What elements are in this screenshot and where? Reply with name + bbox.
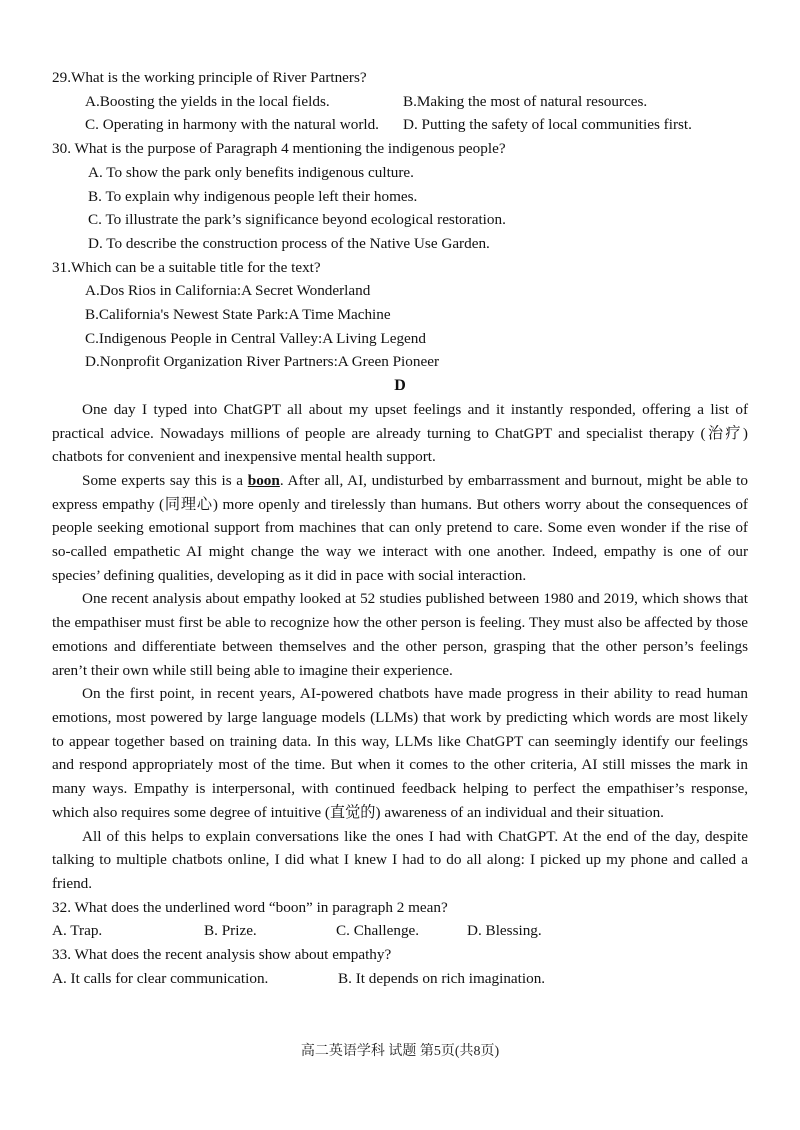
option-c: C. Challenge. — [336, 922, 420, 940]
option-a: A.Dos Rios in California:A Secret Wonderland — [85, 282, 371, 300]
option-a: A. It calls for clear communication. — [52, 969, 269, 987]
question-31: 31.Which can be a suitable title for the text? — [52, 258, 321, 276]
option-b: B.Making the most of natural resources. — [403, 92, 648, 110]
passage-paragraph-1: One day I typed into ChatGPT all about my upset feelings and it instantly responded, offering a list of practical advice. Nowadays millions of people are already turning to ChatGPT and specialist therapy (治疗) chatbots for convenient and inexpensive mental health support. — [52, 400, 748, 466]
option-c: C. Operating in harmony with the natural world. — [85, 116, 379, 134]
passage-paragraph-5: All of this helps to explain conversations like the ones I had with ChatGPT. At the end of the day, despite talking to multiple chatbots online, I did what I knew I had to do all along: I picked up my phone and called a friend. — [52, 827, 748, 892]
option-d: D.Nonprofit Organization River Partners:A Green Pioneer — [85, 353, 440, 371]
question-29: 29.What is the working principle of River Partners? — [52, 69, 367, 86]
question-29-options-row1 — [52, 90, 748, 114]
section-heading: D — [394, 377, 406, 395]
paragraph-text: Some experts say this is a — [82, 471, 248, 489]
option-d: D. Putting the safety of local communities first. — [403, 116, 692, 134]
option-b: B. Prize. — [204, 922, 257, 940]
option-a: A. Trap. — [52, 922, 103, 940]
passage-paragraph-2 — [52, 469, 748, 588]
passage-paragraph-3: One recent analysis about empathy looked at 52 studies published between 1980 and 2019, which shows that the empathiser must first be able to recognize how the other person is feeling. They must also be affected by those emotions and differentiate between themselves and the other person, grasping that the other person’s feelings aren’t their own while still being able to imagine their experience. — [52, 590, 748, 679]
option-d: D. To describe the construction process of the Native Use Garden. — [88, 234, 490, 252]
question-32: 32. What does the underlined word “boon” in paragraph 2 mean? — [52, 898, 448, 916]
option-b: B. To explain why indigenous people left their homes. — [88, 187, 418, 205]
option-a: A. To show the park only benefits indigenous culture. — [88, 163, 414, 181]
option-b: B.California's Newest State Park:A Time Machine — [85, 306, 391, 324]
question-33-options — [52, 967, 748, 991]
question-30: 30. What is the purpose of Paragraph 4 mentioning the indigenous people? — [52, 140, 506, 158]
passage-paragraph-4: On the first point, in recent years, AI-powered chatbots have made progress in their ability to read human emotions, most powered by large language models (LLMs) that work by predicting which words are most likely to appear together based on training data. In this way, LLMs like ChatGPT can seemingly identify our feelings and respond appropriately most of the time. But when it comes to the other criteria, AI still misses the mark in many ways. Empathy is interpersonal, with continued feedback helping to perfect the empathiser’s response, which also requires some degree of intuitive (直觉的) awareness of an individual and their situation. — [52, 685, 748, 821]
option-a: A.Boosting the yields in the local fields. — [85, 92, 330, 110]
question-33: 33. What does the recent analysis show about empathy? — [52, 946, 392, 964]
page-footer: 高二英语学科 试题 第5页(共8页) — [300, 1044, 500, 1059]
option-d: D. Blessing. — [467, 922, 542, 940]
question-32-options — [52, 919, 748, 943]
underlined-word: boon — [247, 471, 280, 489]
option-c: C.Indigenous People in Central Valley:A Living Legend — [85, 329, 426, 347]
option-b: B. It depends on rich imagination. — [338, 969, 546, 987]
exam-page — [52, 66, 748, 990]
paragraph-text: . After all, AI, undisturbed by embarrassment and burnout, might be able to express empathy (同理心) more openly and tirelessly than humans. But others worry about the consequences of people seeking emotional support from machines that can only pretend to care. Some even wonder if the rise of so-called empathetic AI might change the way we interact with one another. Indeed, empathy is one of our species’ defining qualities, developing as it did in pace with social interaction. — [52, 471, 748, 584]
option-c: C. To illustrate the park’s significance beyond ecological restoration. — [88, 211, 506, 229]
question-29-options-row2 — [52, 113, 748, 137]
